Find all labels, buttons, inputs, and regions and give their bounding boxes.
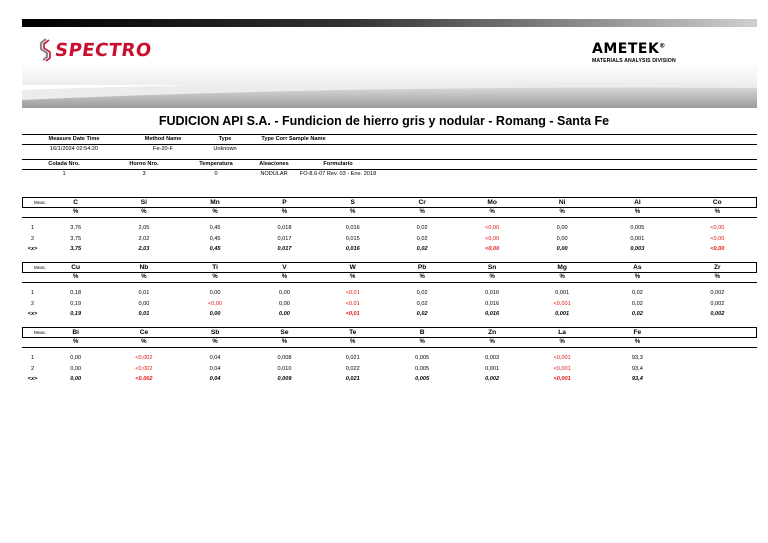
value-cell: 0,016 (345, 225, 360, 232)
value-cell (250, 144, 337, 154)
unit-cell: % (457, 208, 527, 217)
element-symbol: Al (634, 199, 641, 206)
unit-cell: % (318, 338, 387, 347)
value-cell: 0,00 (556, 225, 568, 232)
element-symbol (678, 327, 757, 338)
value-cell: <0,00 (485, 246, 500, 253)
meas-label: Meas. (34, 200, 46, 205)
header-cell: Measure Date Time (22, 135, 126, 145)
value-cell: 0,00 (209, 311, 221, 318)
value-cell: 0,003 (485, 355, 500, 362)
unit-cell: % (179, 208, 250, 217)
element-symbol: Ti (212, 264, 218, 271)
element-symbol: Ni (558, 199, 566, 206)
sample-info-header-row (22, 135, 757, 145)
element-symbol: Te (349, 329, 357, 336)
value-cell: 0,016 (485, 300, 500, 307)
value-cell: <0,002 (135, 365, 153, 372)
element-symbol: Mn (210, 199, 220, 206)
meas-label: Meas. (34, 330, 46, 335)
value-cell: <0,001 (553, 300, 571, 307)
header-cell: Formulario (298, 160, 378, 170)
ametek-logo (592, 41, 676, 64)
element-symbol: V (282, 264, 287, 271)
row-label: <x> (27, 246, 38, 253)
element-symbol: W (349, 264, 356, 271)
header-wave-decoration (22, 80, 757, 108)
row-label: 1 (30, 355, 35, 362)
element-symbol: P (282, 199, 287, 206)
element-header-row (22, 327, 757, 338)
unit-cell: % (108, 273, 179, 282)
unit-row (22, 338, 757, 347)
value-cell: 0,01 (138, 311, 150, 318)
unit-cell: % (597, 208, 678, 217)
value-cell: 0,18 (70, 290, 82, 297)
value-cell: 0,45 (209, 225, 221, 232)
element-symbol: As (633, 264, 642, 271)
value-cell: 0,45 (209, 246, 221, 253)
value-cell: 0,015 (345, 235, 360, 242)
element-symbol: Si (140, 199, 148, 206)
average-row (22, 374, 757, 385)
value-cell: 0,016 (485, 311, 500, 318)
value-cell: 0,02 (631, 290, 643, 297)
melt-info-header-row (22, 160, 757, 170)
value-cell: 0,02 (416, 235, 428, 242)
element-symbol: Fe (633, 329, 642, 336)
value-cell: 0,002 (710, 300, 725, 307)
unit-spacer (22, 273, 43, 282)
element-symbol: Mg (557, 264, 567, 271)
value-cell: 0,02 (416, 311, 428, 318)
value-cell: <0,00 (710, 225, 725, 232)
element-symbol: Cr (418, 199, 426, 206)
unit-spacer (22, 338, 43, 347)
header-cell: Temperatura (182, 160, 250, 170)
header-cell: Type Corr Sample Name (250, 135, 337, 145)
element-symbol: Sn (487, 264, 497, 271)
spectro-brand-text: SPECTRO (53, 39, 154, 61)
value-cell: 3,76 (70, 225, 82, 232)
measurement-row (22, 299, 757, 310)
unit-cell: % (597, 338, 678, 347)
value-cell: 0,002 (710, 290, 725, 297)
melt-info-value-row (22, 169, 757, 179)
unit-row (22, 273, 757, 282)
unit-cell: % (318, 208, 387, 217)
unit-cell: % (457, 338, 527, 347)
value-cell: 0,018 (277, 225, 292, 232)
element-symbol: C (73, 199, 79, 206)
value-cell: <0,00 (710, 246, 725, 253)
average-row (22, 244, 757, 255)
value-cell: 0,19 (70, 300, 82, 307)
unit-cell: % (387, 208, 457, 217)
value-cell: <0,001 (553, 355, 571, 362)
unit-cell: % (179, 338, 250, 347)
element-symbol: La (558, 329, 566, 336)
value-cell: 0,005 (415, 355, 430, 362)
element-symbol: Zr (714, 264, 721, 271)
spectro-mark-icon (38, 38, 52, 62)
measurement-row (22, 234, 757, 245)
value-cell: 0,00 (209, 290, 221, 297)
unit-cell: % (527, 208, 597, 217)
average-row (22, 309, 757, 320)
value-cell: 0,002 (710, 311, 725, 318)
value-cell: NODULAR (260, 171, 288, 177)
meas-label: Meas. (34, 265, 46, 270)
value-cell: <0,01 (345, 290, 360, 297)
header-cell: Method Name (126, 135, 200, 145)
spectro-logo (38, 38, 152, 62)
value-cell: 2,05 (138, 225, 150, 232)
value-cell: 0,04 (209, 365, 221, 372)
ametek-division-text: MATERIALS ANALYSIS DIVISION (592, 58, 676, 64)
value-cell: 0,04 (209, 355, 221, 362)
element-symbol: Zn (488, 329, 497, 336)
row-label: 2 (30, 365, 35, 372)
results-table (22, 262, 757, 320)
value-cell: 0,001 (555, 290, 570, 297)
unit-cell: % (251, 338, 319, 347)
element-symbol: Se (280, 329, 289, 336)
value-cell: 0,017 (277, 246, 292, 253)
value-cell: 0,017 (277, 235, 292, 242)
value-cell: 93,3 (631, 355, 643, 362)
value-cell: 0,022 (345, 365, 360, 372)
unit-cell: % (179, 273, 250, 282)
report-title: FUDICION API S.A. - Fundicion de hierro gris y nodular - Romang - Santa Fe (158, 114, 610, 128)
unit-cell: % (43, 273, 108, 282)
value-cell: 0,003 (630, 246, 645, 253)
row-label: 2 (30, 235, 35, 242)
value-cell: 2,03 (138, 246, 150, 253)
header-cell: Colada Nro. (22, 160, 106, 170)
value-cell: 0,010 (277, 365, 292, 372)
value-cell: 0,016 (485, 290, 500, 297)
element-symbol: Cu (71, 264, 81, 271)
element-symbol: Co (712, 199, 722, 206)
value-cell: 0,021 (345, 376, 360, 383)
value-cell: 0,01 (138, 290, 150, 297)
unit-cell: % (527, 273, 597, 282)
results-table (22, 197, 757, 255)
value-cell: 0,005 (415, 376, 430, 383)
value-cell: 1 (62, 171, 66, 177)
value-cell: 3,75 (70, 235, 82, 242)
unit-cell: % (597, 273, 678, 282)
value-cell: 0,02 (416, 246, 428, 253)
value-cell: <0,01 (345, 311, 360, 318)
sample-info-value-row (22, 144, 757, 154)
value-cell: 0,00 (556, 246, 568, 253)
unit-row (22, 208, 757, 217)
value-cell: 0,00 (70, 355, 82, 362)
unit-cell: % (43, 208, 108, 217)
element-symbol: Mo (487, 199, 497, 206)
sample-info-table (22, 134, 757, 154)
value-cell: Unknown (213, 146, 237, 152)
value-cell: 0,001 (555, 311, 570, 318)
unit-cell: % (678, 273, 757, 282)
element-symbol: Nb (139, 264, 149, 271)
value-cell: 0,021 (345, 355, 360, 362)
unit-cell: % (108, 338, 179, 347)
unit-cell: % (318, 273, 387, 282)
element-symbol: Ce (139, 329, 149, 336)
value-cell: Fe-20-F (153, 146, 173, 152)
value-cell: <0,00 (485, 235, 500, 242)
value-cell: <0,00 (485, 225, 500, 232)
value-cell: 0,02 (416, 290, 428, 297)
value-cell: <0,00 (207, 300, 223, 307)
value-cell: <0,00 (710, 235, 725, 242)
value-cell: 0,001 (485, 365, 500, 372)
value-cell: 0,005 (630, 225, 645, 232)
unit-cell: % (387, 273, 457, 282)
value-cell: <0,002 (135, 355, 153, 362)
unit-cell: % (527, 338, 597, 347)
element-symbol: Pb (417, 264, 427, 271)
unit-cell: % (108, 208, 179, 217)
value-cell: 0,02 (416, 300, 428, 307)
value-cell: 93,4 (631, 365, 643, 372)
value-cell: 0,008 (277, 355, 292, 362)
unit-cell: % (43, 338, 108, 347)
row-label: <x> (27, 376, 38, 383)
measurement-row (22, 223, 757, 234)
measurement-row (22, 288, 757, 299)
value-cell: 0,00 (70, 365, 82, 372)
value-cell (678, 364, 757, 375)
unit-cell: % (251, 208, 319, 217)
value-cell: 3,75 (70, 246, 82, 253)
value-cell: 0,00 (279, 300, 290, 307)
ametek-brand-text: AMETEK® (592, 41, 666, 57)
results-table (22, 327, 757, 385)
header-top-bar (22, 19, 757, 27)
element-symbol: Sb (210, 329, 220, 336)
value-cell: 0,00 (70, 376, 82, 383)
melt-info-table (22, 159, 757, 179)
value-cell: 0,00 (279, 290, 290, 297)
unit-cell: % (678, 208, 757, 217)
value-cell: 0,02 (631, 300, 643, 307)
value-cell (678, 353, 757, 364)
value-cell: <0,002 (135, 376, 153, 383)
value-cell: 3 (142, 171, 146, 177)
value-cell: 0,19 (70, 311, 82, 318)
value-cell (678, 374, 757, 385)
value-cell: FO-8.6-07 Rev. 03 - Ene. 2018 (299, 171, 377, 177)
unit-spacer (22, 208, 43, 217)
value-cell: 0,02 (631, 311, 643, 318)
unit-cell: % (457, 273, 527, 282)
row-label: 1 (30, 290, 35, 297)
value-cell: 0,04 (209, 376, 221, 383)
value-cell: 0,02 (416, 225, 428, 232)
value-cell: 2,02 (138, 235, 150, 242)
value-cell: 0,002 (485, 376, 500, 383)
element-symbol: B (419, 329, 425, 336)
value-cell: 0,016 (345, 246, 360, 253)
value-cell: 0 (214, 171, 218, 177)
value-cell: 0,001 (630, 235, 645, 242)
value-cell: 0,009 (277, 376, 292, 383)
value-cell: 0,00 (138, 300, 150, 307)
value-cell: 0,00 (556, 235, 568, 242)
row-label: <x> (27, 311, 38, 318)
element-symbol: S (350, 199, 355, 206)
unit-cell: % (251, 273, 319, 282)
value-cell: <0,001 (553, 376, 571, 383)
value-cell: <0,01 (345, 300, 360, 307)
measurement-row (22, 353, 757, 364)
measurement-row (22, 364, 757, 375)
value-cell: <0,001 (553, 365, 571, 372)
element-symbol: Bi (72, 329, 79, 336)
row-label: 2 (30, 300, 35, 307)
element-header-row (22, 197, 757, 208)
row-label: 1 (30, 225, 35, 232)
value-cell: 0,45 (209, 235, 221, 242)
unit-cell (678, 338, 757, 347)
header-cell: Type (200, 135, 250, 145)
value-cell: 0,00 (279, 311, 290, 318)
value-cell: 93,4 (631, 376, 643, 383)
value-cell: 0,005 (415, 365, 430, 372)
header-cell: Horno Nro. (106, 160, 182, 170)
unit-cell: % (387, 338, 457, 347)
header-cell: Aleaciones (250, 160, 298, 170)
element-header-row (22, 262, 757, 273)
value-cell: 16/1/2024 02:54:20 (49, 146, 99, 152)
